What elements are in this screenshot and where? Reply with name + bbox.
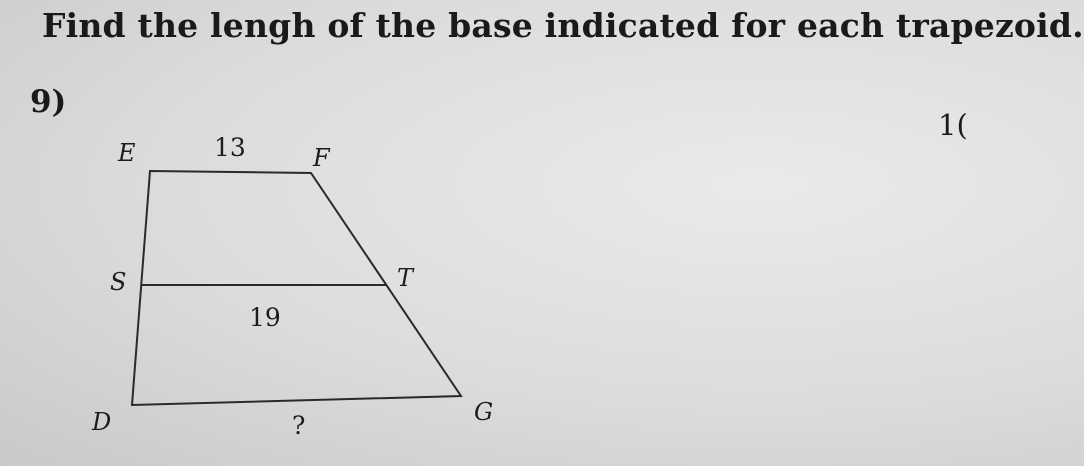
midsegment-length: 19	[249, 303, 281, 332]
vertex-label-g: G	[474, 398, 494, 426]
vertex-label-f: F	[313, 144, 330, 172]
vertex-label-e: E	[118, 139, 136, 167]
vertex-label-s: S	[110, 268, 127, 296]
vertex-label-t: T	[397, 264, 414, 292]
vertex-label-d: D	[92, 408, 112, 436]
problem-number-9: 9)	[30, 84, 67, 120]
problem-number-10: 1(	[938, 108, 968, 142]
top-base-length: 13	[214, 133, 246, 162]
instructions-title: Find the lengh of the base indicated for each trapezoid.	[42, 6, 1084, 45]
unknown-base-length: ?	[292, 411, 306, 440]
